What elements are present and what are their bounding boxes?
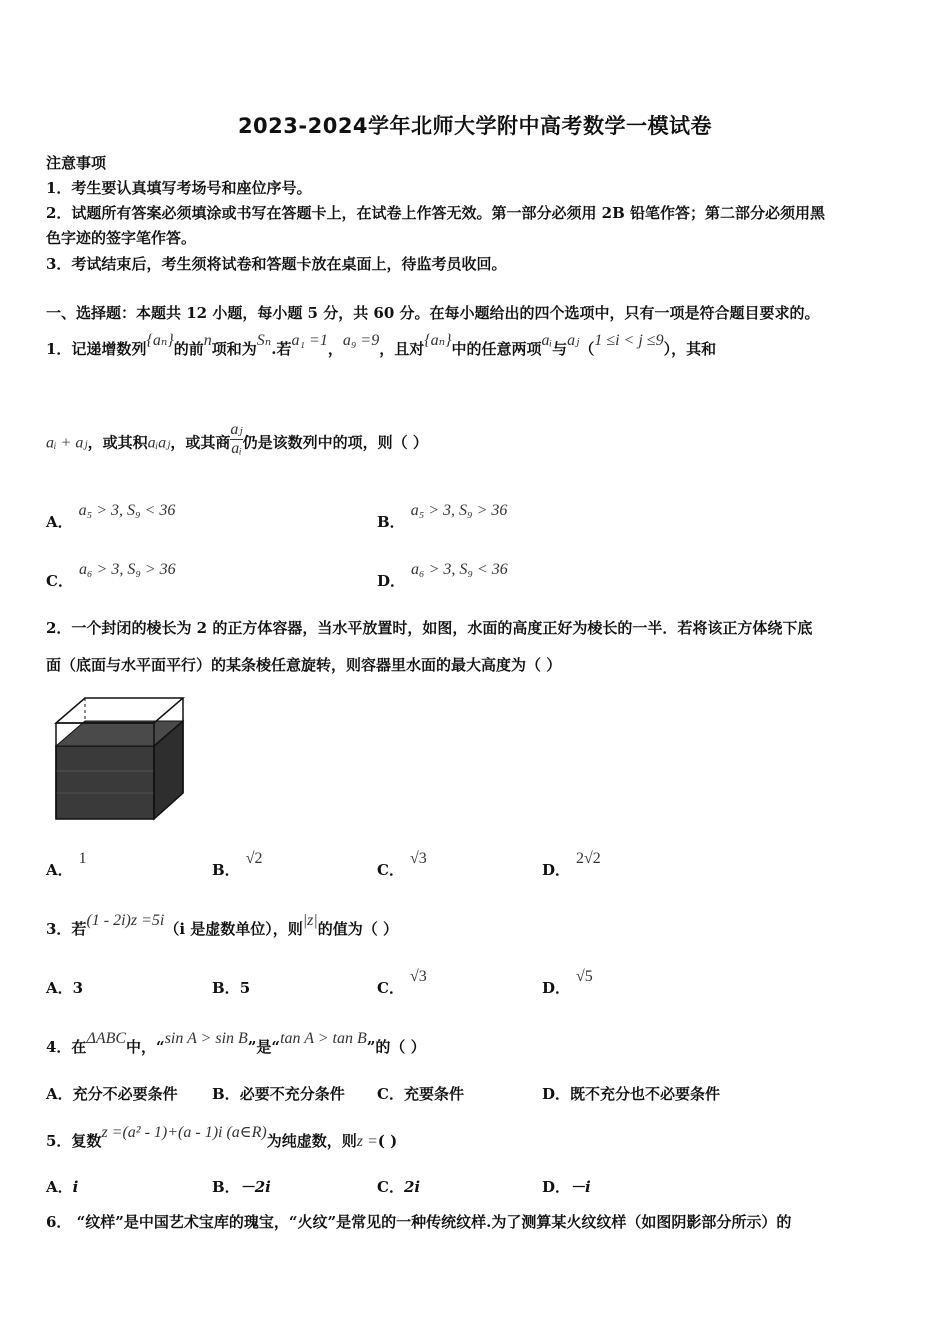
q1-option-a[interactable] xyxy=(46,502,176,532)
q5-text: ( ) xyxy=(377,1132,398,1150)
option-value: √5 xyxy=(576,968,593,985)
q3-option-b[interactable] xyxy=(212,977,250,998)
option-label: D． xyxy=(542,979,571,997)
q5-text: 为纯虚数，则 xyxy=(266,1132,357,1150)
q5-option-d[interactable] xyxy=(542,1176,591,1197)
option-value: 2i xyxy=(403,1178,421,1196)
quotient-denominator: aᵢ xyxy=(231,440,242,457)
math-range: 1 ≤i < j ≤9 xyxy=(594,332,664,349)
q3-option-d[interactable] xyxy=(542,968,593,998)
q5-option-c[interactable] xyxy=(377,1176,420,1197)
option-value: 既不充分也不必要条件 xyxy=(570,1085,721,1103)
option-label: A． xyxy=(46,979,73,997)
q1-text: ， xyxy=(327,340,343,358)
q5-option-b[interactable] xyxy=(212,1176,271,1197)
cube-water-figure xyxy=(52,693,188,823)
question-1-stem xyxy=(46,332,717,359)
option-label: B． xyxy=(377,513,405,531)
q4-text: 4．在 xyxy=(46,1038,87,1056)
q2-option-b[interactable] xyxy=(212,850,263,880)
option-value: 5 xyxy=(239,979,251,997)
q4-option-d[interactable] xyxy=(542,1083,720,1104)
option-label: D． xyxy=(542,861,571,879)
q1-text: （ xyxy=(579,340,595,358)
q3-text: 的值为（ ） xyxy=(317,920,399,938)
option-value: a₆ > 3, S₉ > 36 xyxy=(78,561,176,578)
q1-option-c[interactable] xyxy=(46,561,176,591)
page-title: 2023-2024学年北师大学附中高考数学一模试卷 xyxy=(237,114,713,138)
math-equation: (1 - 2i)z =5i xyxy=(86,912,165,929)
option-label: C． xyxy=(377,979,404,997)
q3-text: （i 是虚数单位），则 xyxy=(164,920,303,938)
q1-text: 1．记递增数列 xyxy=(46,340,147,358)
option-value: i xyxy=(72,1178,79,1196)
math-sum: aᵢ + aⱼ xyxy=(46,434,88,452)
option-label: A． xyxy=(46,1178,73,1196)
q1-text: 中的任意两项 xyxy=(451,340,542,358)
option-label: B． xyxy=(212,1085,240,1103)
option-label: D． xyxy=(542,1178,571,1196)
option-label: D． xyxy=(377,572,406,590)
option-value: 充分不必要条件 xyxy=(72,1085,178,1103)
option-label: C． xyxy=(377,861,404,879)
option-value: 充要条件 xyxy=(403,1085,464,1103)
math-product: aᵢaⱼ xyxy=(147,434,171,452)
notice-item-3: 3．考试结束后，考生须将试卷和答题卡放在桌面上，待监考员收回。 xyxy=(46,255,507,273)
question-6-stem: 6． “纹样”是中国艺术宝库的瑰宝，“火纹”是常见的一种传统纹样.为了测算某火纹纹样（如图阴影部分所示）的 xyxy=(46,1213,792,1231)
q1-option-d[interactable] xyxy=(377,561,508,591)
option-value: √2 xyxy=(245,850,263,867)
question-4-stem xyxy=(46,1030,426,1057)
option-value: √3 xyxy=(409,968,427,985)
math-aj: aⱼ xyxy=(567,332,580,349)
option-label: B． xyxy=(212,1178,240,1196)
math-ai: aᵢ xyxy=(541,332,553,349)
q4-option-a[interactable] xyxy=(46,1083,178,1104)
section-heading: 一、选择题：本题共 12 小题，每小题 5 分，共 60 分。在每小题给出的四个选项中，只有一项是符合题目要求的。 xyxy=(46,304,820,322)
math-a9: a₉ =9 xyxy=(342,332,380,349)
math-triangle: ΔABC xyxy=(86,1030,127,1047)
math-sn: Sₙ xyxy=(256,332,272,349)
q1-text: 的前 xyxy=(173,340,204,358)
option-value: 1 xyxy=(78,850,87,867)
quotient-numerator: aⱼ xyxy=(230,421,243,438)
question-1-stem-cont xyxy=(46,421,428,462)
question-3-stem xyxy=(46,912,399,939)
q1-text: ），其和 xyxy=(663,340,717,358)
notice-item-2-cont: 色字迹的签字笔作答。 xyxy=(46,229,197,247)
math-n: n xyxy=(203,332,212,349)
option-value: 必要不充分条件 xyxy=(239,1085,345,1103)
option-label: C． xyxy=(46,572,73,590)
math-z: z = xyxy=(356,1133,378,1150)
option-value: a₅ > 3, S₉ > 36 xyxy=(410,502,508,519)
q2-option-c[interactable] xyxy=(377,850,427,880)
math-sin-condition: sin A > sin B xyxy=(164,1030,248,1047)
notice-item-2: 2．试题所有答案必须填涂或书写在答题卡上，在试卷上作答无效。第一部分必须用 2B 铅笔作答；第二部分必须用黑 xyxy=(46,204,826,222)
math-an: {aₙ} xyxy=(146,332,174,349)
q1-text: .若 xyxy=(271,340,292,358)
option-label: C． xyxy=(377,1085,404,1103)
math-tan-condition: tan A > tan B xyxy=(280,1030,367,1047)
q4-text: 中，“ xyxy=(126,1038,165,1056)
q4-option-c[interactable] xyxy=(377,1083,464,1104)
q1-text: ，或其商 xyxy=(170,433,231,452)
notice-heading: 注意事项 xyxy=(46,154,107,172)
q5-text: 5．复数 xyxy=(46,1132,102,1150)
option-label: B． xyxy=(212,861,240,879)
option-label: A． xyxy=(46,1085,73,1103)
option-value: 2√2 xyxy=(576,850,601,867)
question-2-stem: 2．一个封闭的棱长为 2 的正方体容器，当水平放置时，如图，水面的高度正好为棱长的一半．若将该正方体绕下底 xyxy=(46,619,813,637)
option-value: a₅ > 3, S₉ < 36 xyxy=(78,502,176,519)
option-label: C． xyxy=(377,1178,404,1196)
option-value: a₆ > 3, S₉ < 36 xyxy=(411,561,508,578)
q1-text: 仍是该数列中的项，则（ ） xyxy=(242,433,428,452)
option-label: B． xyxy=(212,979,240,997)
question-5-stem xyxy=(46,1124,398,1151)
option-label: A． xyxy=(46,513,73,531)
option-label: A． xyxy=(46,861,73,879)
math-quotient xyxy=(230,421,242,458)
q3-option-c[interactable] xyxy=(377,968,427,998)
q1-text: 与 xyxy=(552,340,568,358)
math-modulus: |z| xyxy=(302,912,318,929)
option-value: －i xyxy=(570,1178,591,1196)
q1-text: ，且对 xyxy=(379,340,425,358)
option-label: D． xyxy=(542,1085,571,1103)
q3-text: 3．若 xyxy=(46,920,87,938)
math-an: {aₙ} xyxy=(424,332,452,349)
q4-text: ”的（ ） xyxy=(366,1038,426,1056)
q1-option-b[interactable] xyxy=(377,502,508,532)
math-a1: a₁ =1 xyxy=(291,332,328,349)
q5-option-a[interactable] xyxy=(46,1176,78,1197)
q2-option-a[interactable] xyxy=(46,850,87,880)
q3-option-a[interactable] xyxy=(46,977,83,998)
q4-text: ”是“ xyxy=(247,1038,281,1056)
math-complex: z =(a² - 1)+(a - 1)i (a∈R) xyxy=(101,1124,267,1141)
question-2-stem-cont: 面（底面与水平面平行）的某条棱任意旋转，则容器里水面的最大高度为（ ） xyxy=(46,656,562,674)
option-value: －2i xyxy=(239,1178,271,1196)
q4-option-b[interactable] xyxy=(212,1083,345,1104)
q2-option-d[interactable] xyxy=(542,850,601,880)
q1-text: 项和为 xyxy=(211,340,257,358)
notice-item-1: 1．考生要认真填写考场号和座位序号。 xyxy=(46,179,312,197)
q1-text: ，或其积 xyxy=(87,433,148,452)
option-value: 3 xyxy=(72,979,84,997)
option-value: √3 xyxy=(409,850,427,867)
